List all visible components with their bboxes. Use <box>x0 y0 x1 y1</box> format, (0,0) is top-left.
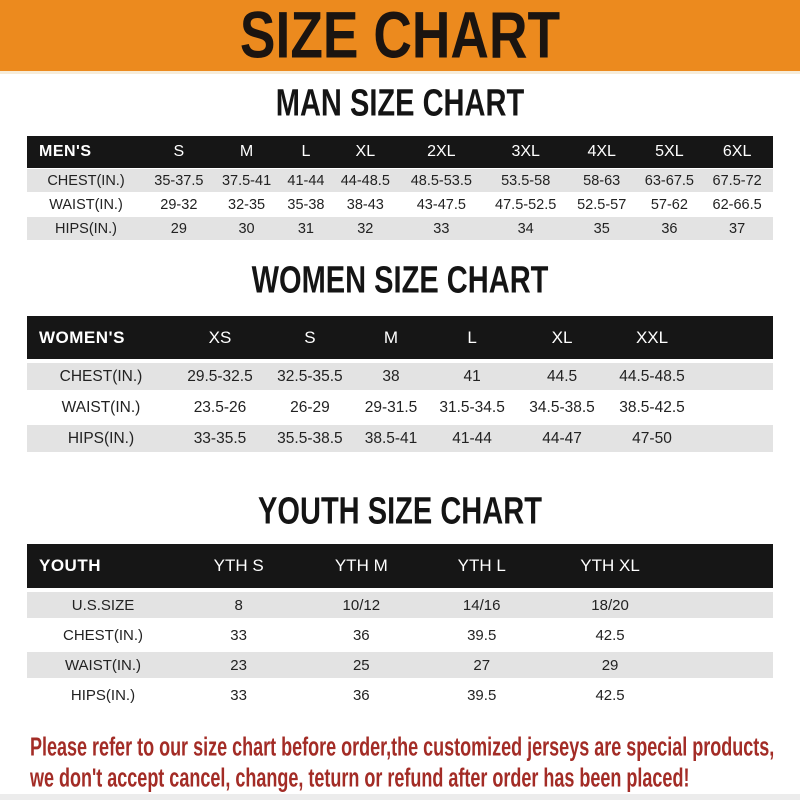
mens-cell-1-0: 29-32 <box>145 193 213 216</box>
youth-row-label-3: HIPS(IN.) <box>27 682 179 708</box>
womens-cell-1-2: 29-31.5 <box>355 394 427 421</box>
youth-row-spacer-2 <box>681 652 773 678</box>
youth-section <box>0 489 800 712</box>
youth-size-col-0: YTH S <box>179 544 298 588</box>
mens-row-2 <box>27 217 773 240</box>
womens-section <box>0 258 800 456</box>
youth-row-label-1: CHEST(IN.) <box>27 622 179 648</box>
size-chart-banner <box>0 0 800 74</box>
womens-size-col-0: XS <box>175 316 265 359</box>
mens-size-col-1: M <box>213 136 281 168</box>
womens-size-col-5: XXL <box>607 316 697 359</box>
youth-cell-0-0: 8 <box>179 592 298 618</box>
womens-size-col-3: L <box>427 316 517 359</box>
youth-row-spacer-1 <box>681 622 773 648</box>
youth-cell-1-3: 42.5 <box>539 622 681 648</box>
mens-cell-0-3: 44-48.5 <box>331 169 399 192</box>
youth-row-label-0: U.S.SIZE <box>27 592 179 618</box>
mens-cell-1-5: 47.5-52.5 <box>484 193 568 216</box>
mens-cell-1-1: 32-35 <box>213 193 281 216</box>
youth-size-col-2: YTH L <box>424 544 539 588</box>
womens-cell-1-0: 23.5-26 <box>175 394 265 421</box>
mens-cell-2-2: 31 <box>280 217 331 240</box>
youth-cell-1-2: 39.5 <box>424 622 539 648</box>
youth-cell-3-1: 36 <box>298 682 424 708</box>
womens-cell-0-4: 44.5 <box>517 363 607 390</box>
womens-header-spacer <box>697 316 773 359</box>
youth-size-col-1: YTH M <box>298 544 424 588</box>
mens-row-spacer-0 <box>771 169 773 192</box>
mens-cell-0-4: 48.5-53.5 <box>399 169 483 192</box>
mens-cell-2-1: 30 <box>213 217 281 240</box>
womens-row-spacer-1 <box>697 394 773 421</box>
footer-note <box>0 732 800 794</box>
mens-cell-0-8: 67.5-72 <box>703 169 771 192</box>
mens-cell-0-5: 53.5-58 <box>484 169 568 192</box>
youth-cell-0-3: 18/20 <box>539 592 681 618</box>
mens-cell-0-2: 41-44 <box>280 169 331 192</box>
mens-cell-2-7: 36 <box>636 217 704 240</box>
womens-row-label-1: WAIST(IN.) <box>27 394 175 421</box>
womens-row-spacer-0 <box>697 363 773 390</box>
mens-cell-1-8: 62-66.5 <box>703 193 771 216</box>
womens-cell-1-1: 26-29 <box>265 394 355 421</box>
womens-row-spacer-2 <box>697 425 773 452</box>
youth-cell-3-3: 42.5 <box>539 682 681 708</box>
mens-cell-0-6: 58-63 <box>568 169 636 192</box>
mens-cell-2-8: 37 <box>703 217 771 240</box>
youth-cell-2-0: 23 <box>179 652 298 678</box>
womens-row-1 <box>27 394 773 421</box>
sections <box>0 81 800 712</box>
womens-cell-0-5: 44.5-48.5 <box>607 363 697 390</box>
womens-table <box>27 312 773 456</box>
youth-row-2 <box>27 652 773 678</box>
youth-header-row <box>27 544 773 588</box>
youth-row-spacer-0 <box>681 592 773 618</box>
mens-row-0 <box>27 169 773 192</box>
mens-cell-2-0: 29 <box>145 217 213 240</box>
mens-size-col-5: 3XL <box>484 136 568 168</box>
youth-heading: YOUTH SIZE CHART <box>258 489 542 532</box>
youth-cell-3-2: 39.5 <box>424 682 539 708</box>
mens-table <box>27 135 773 241</box>
mens-cell-2-4: 33 <box>399 217 483 240</box>
womens-size-col-1: S <box>265 316 355 359</box>
mens-row-label-1: WAIST(IN.) <box>27 193 145 216</box>
womens-cell-2-1: 35.5-38.5 <box>265 425 355 452</box>
mens-cell-2-5: 34 <box>484 217 568 240</box>
womens-row-label-0: CHEST(IN.) <box>27 363 175 390</box>
mens-size-col-8: 6XL <box>703 136 771 168</box>
womens-cell-1-5: 38.5-42.5 <box>607 394 697 421</box>
mens-heading: MAN SIZE CHART <box>275 81 525 124</box>
womens-cell-1-4: 34.5-38.5 <box>517 394 607 421</box>
youth-cell-2-1: 25 <box>298 652 424 678</box>
womens-size-col-4: XL <box>517 316 607 359</box>
womens-heading: WOMEN SIZE CHART <box>251 258 549 301</box>
banner-title: SIZE CHART <box>239 0 561 73</box>
mens-cell-0-1: 37.5-41 <box>213 169 281 192</box>
womens-row-label-2: HIPS(IN.) <box>27 425 175 452</box>
mens-row-spacer-2 <box>771 217 773 240</box>
mens-table-label: MEN'S <box>27 136 145 168</box>
womens-table-label: WOMEN'S <box>27 316 175 359</box>
bottom-edge <box>0 794 800 800</box>
mens-cell-1-2: 35-38 <box>280 193 331 216</box>
youth-row-1 <box>27 622 773 648</box>
mens-row-label-2: HIPS(IN.) <box>27 217 145 240</box>
mens-cell-1-3: 38-43 <box>331 193 399 216</box>
mens-cell-1-7: 57-62 <box>636 193 704 216</box>
youth-cell-0-1: 10/12 <box>298 592 424 618</box>
womens-cell-2-5: 47-50 <box>607 425 697 452</box>
womens-cell-2-0: 33-35.5 <box>175 425 265 452</box>
mens-header-spacer <box>771 136 773 168</box>
youth-cell-1-0: 33 <box>179 622 298 648</box>
youth-size-col-3: YTH XL <box>539 544 681 588</box>
youth-cell-2-3: 29 <box>539 652 681 678</box>
mens-size-col-3: XL <box>331 136 399 168</box>
youth-header-spacer <box>681 544 773 588</box>
youth-row-spacer-3 <box>681 682 773 708</box>
mens-size-col-2: L <box>280 136 331 168</box>
mens-size-col-7: 5XL <box>636 136 704 168</box>
mens-section <box>0 81 800 241</box>
womens-size-col-2: M <box>355 316 427 359</box>
womens-header-row <box>27 316 773 359</box>
mens-cell-1-6: 52.5-57 <box>568 193 636 216</box>
youth-table <box>27 540 773 712</box>
footer-line-2: we don't accept cancel, change, teturn or refund after order has been placed! <box>30 763 690 793</box>
mens-cell-0-7: 63-67.5 <box>636 169 704 192</box>
womens-cell-2-2: 38.5-41 <box>355 425 427 452</box>
mens-header-row <box>27 136 773 168</box>
mens-row-1 <box>27 193 773 216</box>
womens-cell-0-3: 41 <box>427 363 517 390</box>
youth-cell-1-1: 36 <box>298 622 424 648</box>
womens-row-0 <box>27 363 773 390</box>
mens-size-col-6: 4XL <box>568 136 636 168</box>
womens-row-2 <box>27 425 773 452</box>
footer-line-1: Please refer to our size chart before order,the customized jerseys are special products, <box>30 732 775 762</box>
mens-cell-0-0: 35-37.5 <box>145 169 213 192</box>
youth-row-3 <box>27 682 773 708</box>
youth-cell-0-2: 14/16 <box>424 592 539 618</box>
youth-cell-2-2: 27 <box>424 652 539 678</box>
mens-row-label-0: CHEST(IN.) <box>27 169 145 192</box>
womens-cell-0-2: 38 <box>355 363 427 390</box>
youth-table-label: YOUTH <box>27 544 179 588</box>
mens-size-col-0: S <box>145 136 213 168</box>
mens-cell-2-6: 35 <box>568 217 636 240</box>
womens-cell-1-3: 31.5-34.5 <box>427 394 517 421</box>
youth-row-label-2: WAIST(IN.) <box>27 652 179 678</box>
youth-cell-3-0: 33 <box>179 682 298 708</box>
mens-size-col-4: 2XL <box>399 136 483 168</box>
youth-row-0 <box>27 592 773 618</box>
womens-cell-2-3: 41-44 <box>427 425 517 452</box>
mens-row-spacer-1 <box>771 193 773 216</box>
mens-cell-2-3: 32 <box>331 217 399 240</box>
mens-cell-1-4: 43-47.5 <box>399 193 483 216</box>
womens-cell-0-1: 32.5-35.5 <box>265 363 355 390</box>
womens-cell-2-4: 44-47 <box>517 425 607 452</box>
womens-cell-0-0: 29.5-32.5 <box>175 363 265 390</box>
